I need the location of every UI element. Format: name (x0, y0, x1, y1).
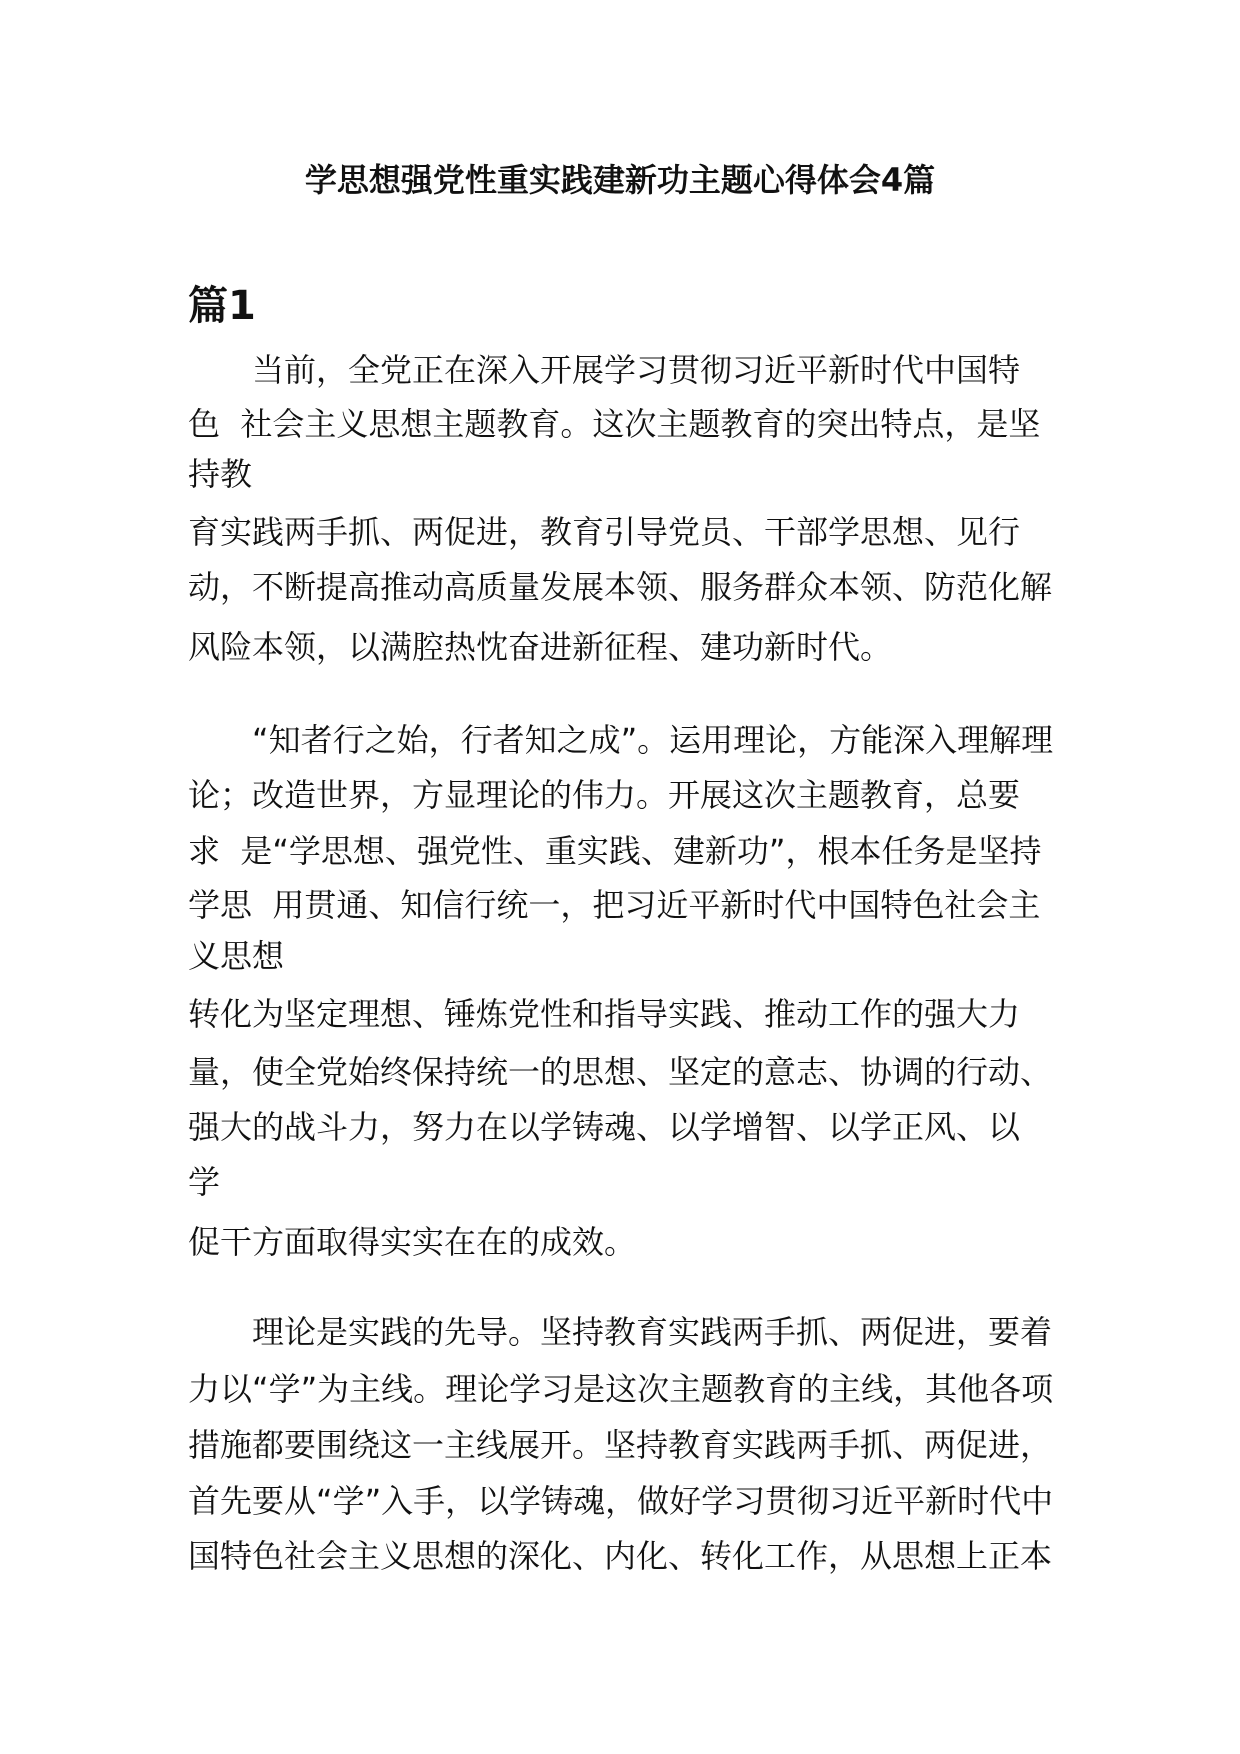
section-heading: 篇1 (188, 283, 256, 329)
body-text-line: 持教 (188, 455, 253, 493)
body-text-line: 色 社会主义思想主题教育。这次主题教育的突出特点，是坚 (188, 405, 1041, 443)
body-text-line: 国特色社会主义思想的深化、内化、转化工作，从思想上正本 (188, 1537, 1053, 1575)
body-text-line: 育实践两手抓、两促进，教育引导党员、干部学思想、见行 (188, 513, 1021, 551)
body-text-line: 学 (188, 1163, 221, 1201)
body-text-line: 转化为坚定理想、锤炼党性和指导实践、推动工作的强大力 (188, 995, 1021, 1033)
body-text-line: 首先要从“学”入手，以学铸魂，做好学习贯彻习近平新时代中 (188, 1482, 1054, 1520)
body-text-line: 求 是“学思想、强党性、重实践、建新功”，根本任务是坚持 (188, 832, 1042, 870)
body-text-line: 量，使全党始终保持统一的思想、坚定的意志、协调的行动、 (188, 1053, 1053, 1091)
body-text-line: 论；改造世界，方显理论的伟力。开展这次主题教育，总要 (188, 776, 1021, 814)
body-text-line: 理论是实践的先导。坚持教育实践两手抓、两促进，要着 (188, 1313, 1053, 1351)
body-text-line: 措施都要围绕这一主线展开。坚持教育实践两手抓、两促进， (188, 1426, 1053, 1464)
body-text-line: 当前，全党正在深入开展学习贯彻习近平新时代中国特 (188, 351, 1021, 389)
body-text-line: 促干方面取得实实在在的成效。 (188, 1223, 637, 1261)
body-text-line: 力以“学”为主线。理论学习是这次主题教育的主线，其他各项 (188, 1370, 1054, 1408)
body-text-line: 义思想 (188, 937, 285, 975)
body-text-line: 学思 用贯通、知信行统一，把习近平新时代中国特色社会主 (188, 886, 1041, 924)
document-title: 学思想强党性重实践建新功主题心得体会4篇 (304, 161, 936, 199)
body-text-line: 动，不断提高推动高质量发展本领、服务群众本领、防范化解 (188, 568, 1053, 606)
body-text-line: 强大的战斗力，努力在以学铸魂、以学增智、以学正风、以 (188, 1108, 1021, 1146)
body-text-line: 风险本领，以满腔热忱奋进新征程、建功新时代。 (188, 628, 893, 666)
body-text-line: “知者行之始，行者知之成”。运用理论，方能深入理解理 (188, 721, 1054, 759)
